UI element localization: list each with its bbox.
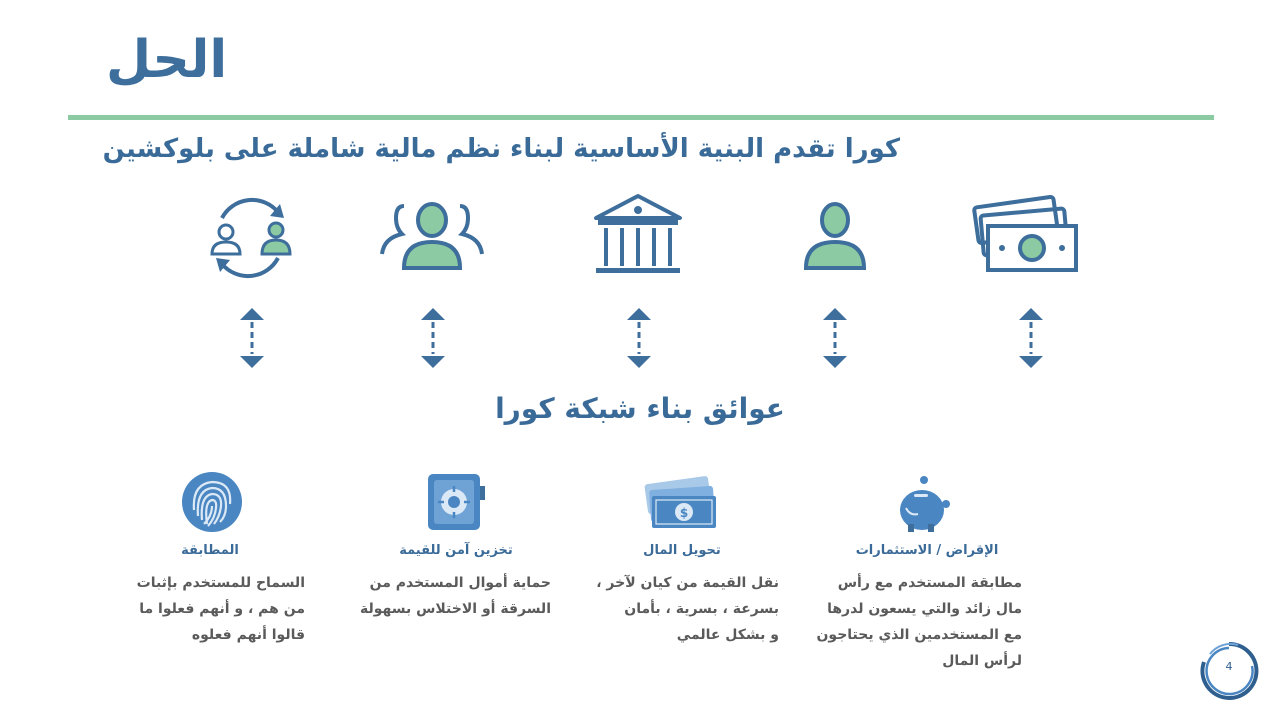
- double-arrow-icon: [1017, 306, 1045, 370]
- feature-title-transfer: تحويل المال: [643, 543, 721, 558]
- money-icon: [970, 192, 1082, 282]
- barriers-heading: عوائق بناء شبكة كورا: [495, 392, 785, 425]
- svg-text:$: $: [679, 506, 689, 520]
- double-arrow-icon: [419, 306, 447, 370]
- desc-line: لرأس المال: [942, 653, 1022, 669]
- piggy-bank-icon: [894, 470, 958, 534]
- double-arrow-icon: [821, 306, 849, 370]
- desc-line: مطابقة المستخدم مع رأس: [837, 575, 1022, 591]
- safe-icon: [424, 470, 488, 534]
- desc-line: قالوا أنهم فعلوه: [191, 627, 305, 643]
- desc-line: حماية أموال المستخدم من: [369, 575, 551, 591]
- desc-line: نقل القيمة من كيان لآخر ،: [596, 575, 779, 591]
- double-arrow-icon: [238, 306, 266, 370]
- feature-title-lending: الإقراض / الاستثمارات: [855, 543, 999, 558]
- feature-desc-storage: [360, 570, 551, 622]
- subtitle: كورا تقدم البنية الأساسية لبناء نظم مالية شاملة على بلوكشين: [102, 134, 900, 164]
- users-exchange-icon: [200, 192, 300, 282]
- feature-title-storage: تخزين آمن للقيمة: [399, 543, 513, 558]
- desc-line: مال زائد والتي يسعون لدرها: [827, 601, 1022, 617]
- desc-line: بسرعة ، بسرية ، بأمان: [624, 601, 779, 617]
- desc-line: من هم ، و أنهم فعلوا ما: [139, 601, 305, 617]
- desc-line: السرقة أو الاختلاس بسهولة: [359, 601, 551, 617]
- title-divider: [68, 115, 1214, 120]
- user-group-icon: [376, 192, 488, 282]
- page-title: الحل: [106, 30, 228, 90]
- feature-title-matching: المطابقة: [181, 543, 239, 558]
- double-arrow-icon: [625, 306, 653, 370]
- bank-icon: [588, 192, 688, 282]
- feature-desc-transfer: [596, 570, 779, 648]
- desc-line: مع المستخدمين الذي يحتاجون: [816, 627, 1022, 643]
- feature-desc-lending: [816, 570, 1022, 674]
- page-number: 4: [1225, 660, 1233, 673]
- money-transfer-icon: [640, 470, 720, 534]
- desc-line: و بشكل عالمي: [676, 627, 779, 643]
- user-icon: [800, 192, 870, 282]
- desc-line: السماح للمستخدم بإثبات: [136, 575, 305, 591]
- feature-desc-matching: [137, 570, 305, 648]
- fingerprint-icon: [180, 470, 244, 534]
